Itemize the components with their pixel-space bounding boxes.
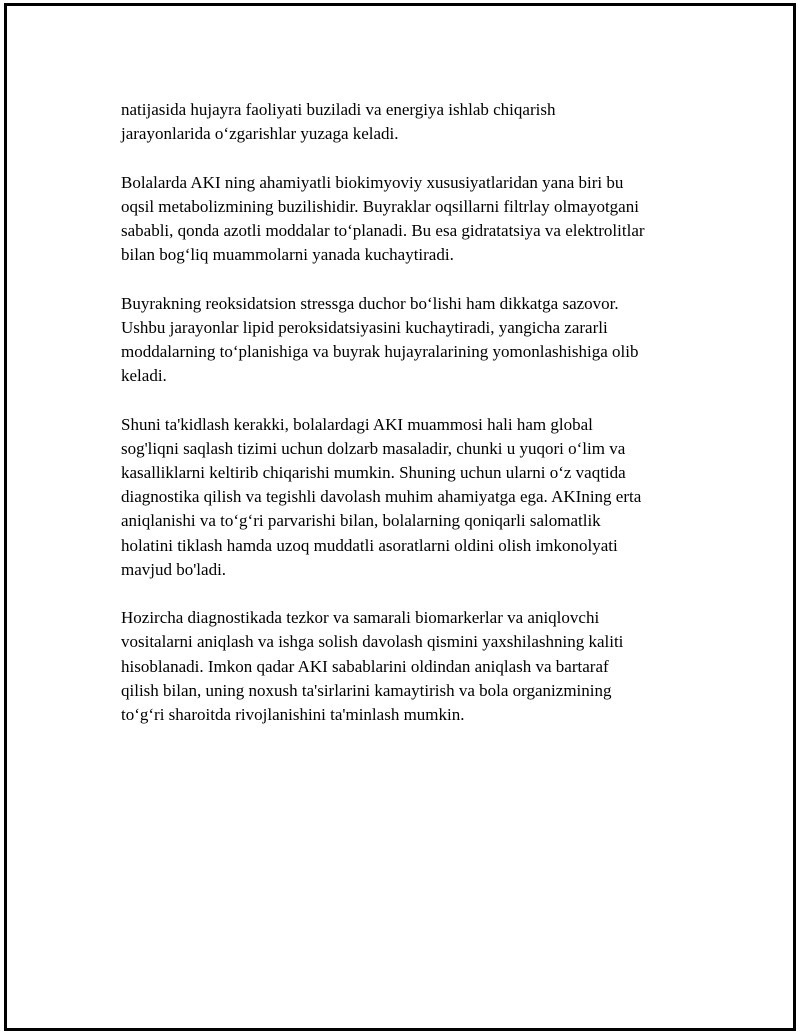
text-line: Bolalarda AKI ning ahamiyatli biokimyoviy xususiyatlaridan yana biri bu (121, 172, 624, 192)
text-line: holatini tiklash hamda uzoq muddatli asoratlarni oldini olish imkonolyati (121, 535, 618, 555)
paragraph-3 (121, 292, 711, 389)
text-line: hisoblanadi. Imkon qadar AKI sabablarini oldindan aniqlash va bartaraf (121, 656, 609, 676)
text-line: keladi. (121, 366, 167, 386)
text-line: kasalliklarni keltirib chiqarishi mumkin. Shuning uchun ularni oʻz vaqtida (121, 463, 626, 482)
text-line: aniqlanishi va toʻgʻri parvarishi bilan, bolalarning qoniqarli salomatlik (121, 511, 601, 531)
text-line: toʻgʻri sharoitda rivojlanishini ta'minlash mumkin. (121, 705, 465, 725)
text-line: sababli, qonda azotli moddalar toʻplanadi. Bu esa gidratatsiya va elektrolitlar (121, 221, 645, 240)
text-line: vositalarni aniqlash va ishga solish davolash qismini yaxshilashning kaliti (121, 632, 624, 652)
text-line: bilan bogʻliq muammolarni yanada kuchaytiradi. (121, 245, 454, 265)
document-body (121, 98, 711, 751)
text-line: diagnostika qilish va tegishli davolash muhim ahamiyatga ega. AKIning erta (121, 487, 642, 507)
text-line: Ushbu jarayonlar lipid peroksidatsiyasini kuchaytiradi, yangicha zararli (121, 317, 608, 337)
paragraph-4 (121, 413, 711, 582)
paragraph-2 (121, 171, 711, 268)
text-line: jarayonlarida oʻzgarishlar yuzaga keladi. (121, 124, 399, 144)
text-line: Hozircha diagnostikada tezkor va samarali biomarkerlar va aniqlovchi (121, 608, 600, 628)
text-line: mavjud bo'ladi. (121, 559, 227, 579)
text-line: oqsil metabolizmining buzilishidir. Buyraklar oqsillarni filtrlay olmayotgani (121, 196, 639, 216)
paragraph-5 (121, 606, 711, 727)
text-line: moddalarning toʻplanishiga va buyrak hujayralarining yomonlashishiga olib (121, 342, 639, 361)
page-frame (4, 3, 796, 1031)
text-line: sog'liqni saqlash tizimi uchun dolzarb masaladir, chunki u yuqori oʻlim va (121, 438, 626, 458)
paragraph-1 (121, 98, 711, 146)
text-line: qilish bilan, uning noxush ta'sirlarini kamaytirish va bola organizmining (121, 680, 612, 700)
text-line: Shuni ta'kidlash kerakki, bolalardagi AKI muammosi hali ham global (121, 414, 593, 434)
text-line: natijasida hujayra faoliyati buziladi va energiya ishlab chiqarish (121, 100, 556, 119)
text-line: Buyrakning reoksidatsion stressga duchor boʻlishi ham dikkatga sazovor. (121, 293, 619, 313)
